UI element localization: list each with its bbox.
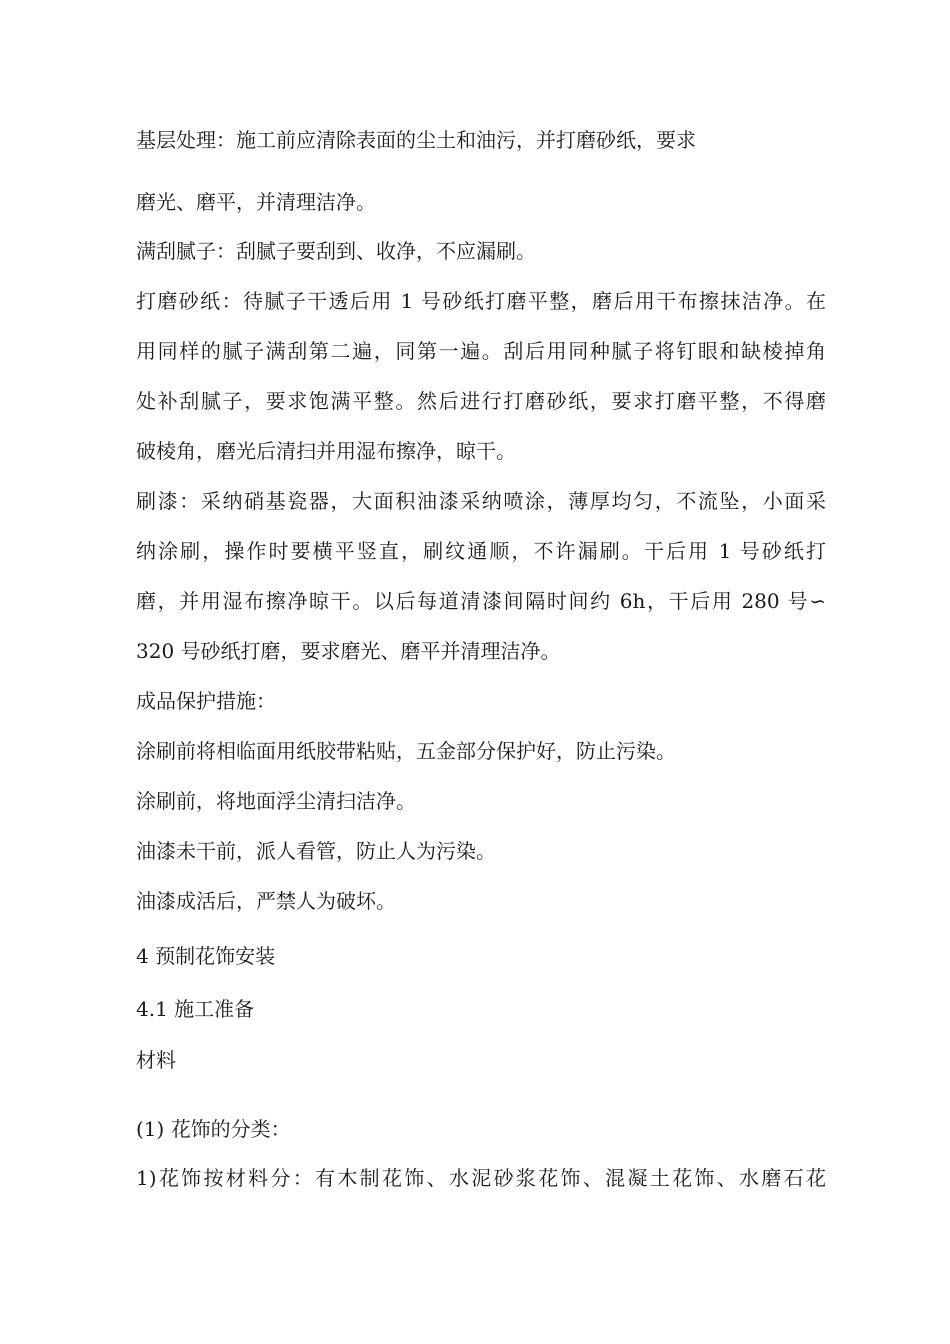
text-line: 涂刷前，将地面浮尘清扫洁净。 — [136, 789, 416, 813]
text-line: 磨光、磨平，并清理洁净。 — [136, 190, 376, 214]
subsection-heading: 4.1 施工准备 — [136, 997, 255, 1021]
text-line: 磨，并用湿布擦净晾干。以后每道清漆间隔时间约 6h，干后用 280 号∽ — [136, 589, 826, 613]
list-item: 1)花饰按材料分：有木制花饰、水泥砂浆花饰、混凝土花饰、水磨石花 — [136, 1166, 826, 1190]
list-item: (1) 花饰的分类： — [136, 1117, 291, 1141]
text-line: 刷漆：采纳硝基瓷器，大面积油漆采纳喷涂，薄厚均匀，不流坠，小面采 — [136, 489, 826, 513]
text-line: 涂刷前将相临面用纸胶带粘贴，五金部分保护好，防止污染。 — [136, 739, 676, 763]
text-line: 打磨砂纸：待腻子干透后用 1 号砂纸打磨平整，磨后用干布擦抹洁净。在 — [136, 289, 826, 313]
section-heading: 4 预制花饰安装 — [136, 944, 276, 968]
text-line: 基层处理：施工前应清除表面的尘土和油污，并打磨砂纸，要求 — [136, 128, 696, 152]
text-line: 处补刮腻子，要求饱满平整。然后进行打磨砂纸，要求打磨平整，不得磨 — [136, 389, 826, 413]
text-line: 320 号砂纸打磨，要求磨光、磨平并清理洁净。 — [136, 639, 561, 663]
text-line: 油漆成活后，严禁人为破坏。 — [136, 889, 396, 913]
text-line: 满刮腻子：刮腻子要刮到、收净，不应漏刷。 — [136, 239, 536, 263]
text-line: 材料 — [136, 1048, 176, 1072]
text-line: 成品保护措施： — [136, 689, 276, 713]
text-line: 破棱角，磨光后清扫并用湿布擦净，晾干。 — [136, 439, 516, 463]
text-line: 用同样的腻子满刮第二遍，同第一遍。刮后用同种腻子将钉眼和缺棱掉角 — [136, 339, 826, 363]
text-line: 油漆未干前，派人看管，防止人为污染。 — [136, 839, 496, 863]
text-line: 纳涂刷，操作时要横平竖直，刷纹通顺，不许漏刷。干后用 1 号砂纸打 — [136, 539, 826, 563]
